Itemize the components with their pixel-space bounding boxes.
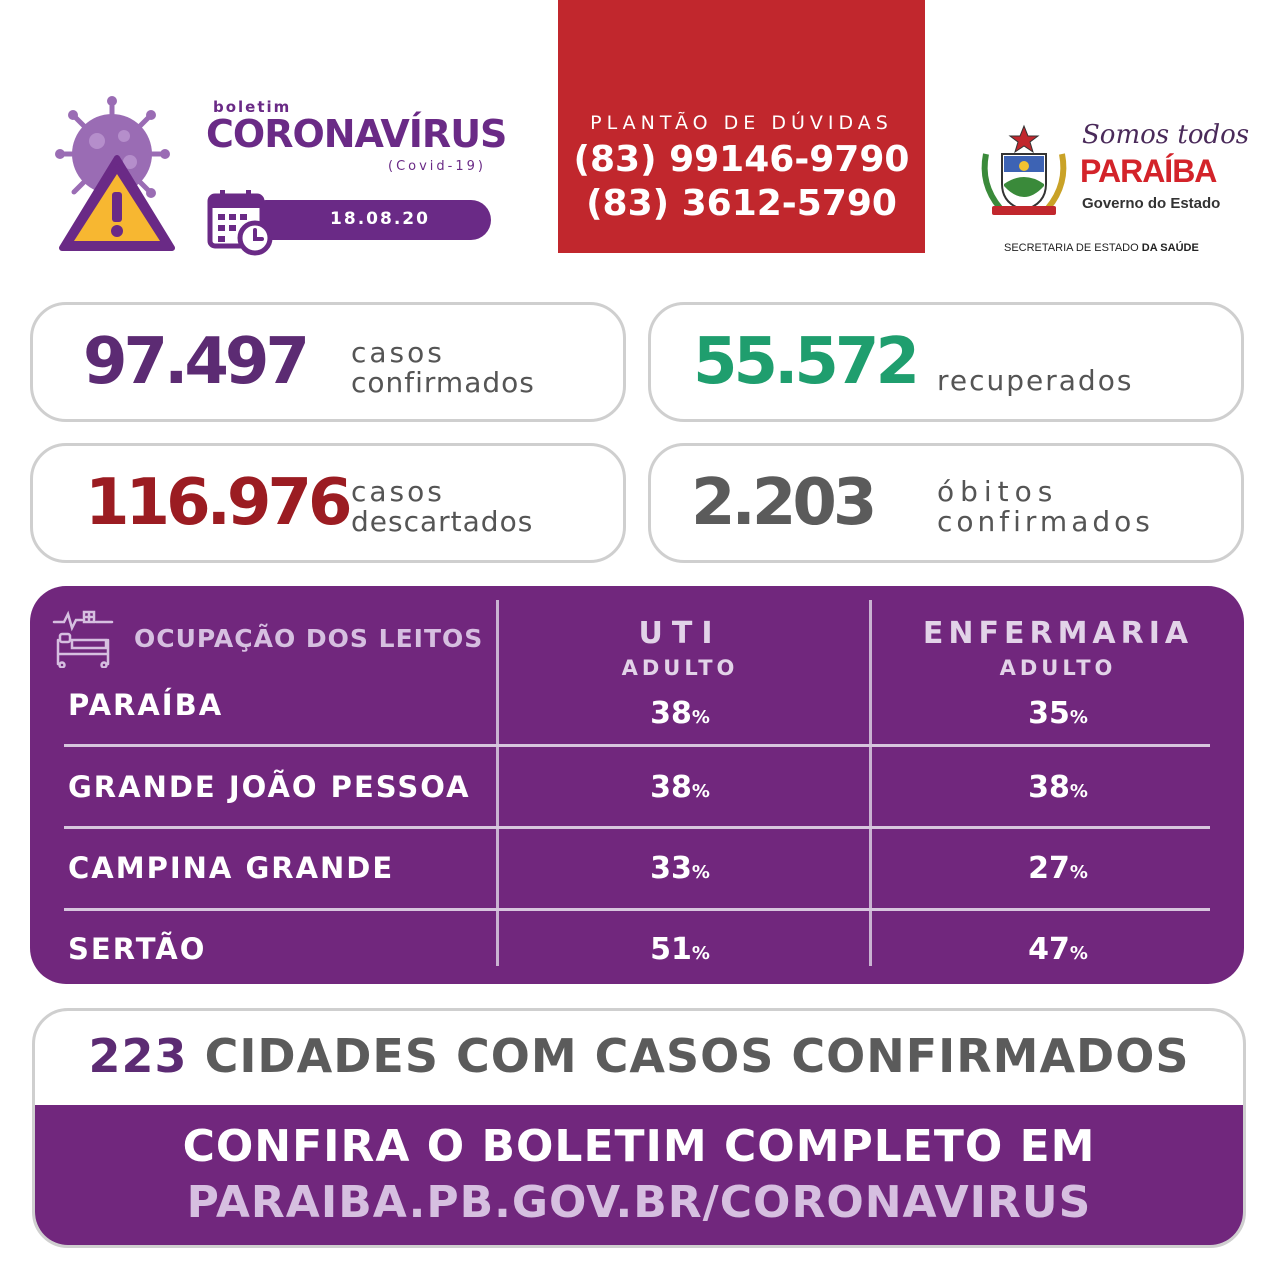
boletim-subtitle: (Covid-19): [388, 159, 486, 174]
cities-text: CIDADES COM CASOS CONFIRMADOS: [204, 1029, 1190, 1083]
secretaria-label: SECRETARIA DE ESTADO DA SAÚDE: [1004, 242, 1199, 254]
cities-panel: [32, 1008, 1246, 1248]
hotline-phone-2[interactable]: (83) 3612-5790: [586, 183, 897, 224]
hotline-phone-1[interactable]: (83) 99146-9790: [573, 139, 910, 180]
cities-count: 223: [88, 1029, 188, 1083]
discarded-cases-card: [30, 443, 626, 563]
coat-of-arms-icon: [976, 124, 1072, 220]
bed-occupancy-panel: [30, 586, 1244, 984]
gov-paraiba-wordmark: PARAÍBA: [1080, 153, 1217, 189]
confirmed-cases-card: [30, 302, 626, 422]
deaths-label-1: óbitos: [937, 475, 1059, 508]
recovered-label: recuperados: [937, 364, 1134, 397]
row-name: GRANDE JOÃO PESSOA: [68, 770, 471, 804]
footer-url-link[interactable]: PARAIBA.PB.GOV.BR/CORONAVIRUS: [186, 1177, 1092, 1228]
gov-subtitle: Governo do Estado: [1082, 195, 1221, 212]
recovered-value: 55.572: [693, 325, 916, 399]
row-divider: [64, 744, 1210, 747]
confirmed-cases-label-2: confirmados: [351, 366, 535, 399]
col-uti-subheader: ADULTO: [621, 656, 739, 680]
enf-pct: 38%: [1028, 770, 1088, 805]
uti-pct: 51%: [650, 932, 710, 967]
clock-icon: [240, 223, 270, 253]
boletim-title: CORONAVÍRUS: [206, 112, 507, 156]
footer-band: [35, 1105, 1246, 1248]
boletim-label: boletim: [213, 98, 292, 116]
uti-pct: 33%: [650, 851, 710, 886]
row-name: CAMPINA GRANDE: [68, 851, 395, 885]
row-name: PARAÍBA: [68, 688, 224, 722]
uti-pct: 38%: [650, 770, 710, 805]
confirmed-cases-value: 97.497: [83, 325, 306, 399]
hotline-label: PLANTÃO DE DÚVIDAS: [590, 112, 893, 134]
deaths-value: 2.203: [691, 466, 874, 540]
uti-pct: 38%: [650, 696, 710, 731]
deaths-card: [648, 443, 1244, 563]
gov-slogan: Somos todos: [1082, 120, 1250, 150]
discarded-cases-label-1: casos: [351, 475, 445, 508]
hospital-bed-icon: [52, 610, 114, 668]
enf-pct: 47%: [1028, 932, 1088, 967]
footer-line-1: CONFIRA O BOLETIM COMPLETO EM: [182, 1121, 1096, 1172]
beds-title: OCUPAÇÃO DOS LEITOS: [134, 624, 484, 653]
row-name: SERTÃO: [68, 932, 207, 966]
column-divider: [869, 600, 872, 966]
discarded-cases-value: 116.976: [85, 466, 349, 540]
enf-pct: 35%: [1028, 696, 1088, 731]
discarded-cases-label-2: descartados: [351, 505, 534, 538]
deaths-label-2: confirmados: [937, 505, 1154, 538]
virus-warning-icon: [52, 96, 182, 256]
row-divider: [64, 908, 1210, 911]
confirmed-cases-label-1: casos: [351, 336, 445, 369]
row-divider: [64, 826, 1210, 829]
bulletin-date: 18.08.20: [330, 209, 430, 229]
col-enfermaria-header: ENFERMARIA: [922, 616, 1194, 651]
calendar-icon: [206, 188, 274, 256]
recovered-card: [648, 302, 1244, 422]
col-uti-header: UTI: [638, 616, 722, 651]
cities-line: [35, 1029, 1243, 1083]
enf-pct: 27%: [1028, 851, 1088, 886]
col-enfermaria-subheader: ADULTO: [999, 656, 1117, 680]
column-divider: [496, 600, 499, 966]
